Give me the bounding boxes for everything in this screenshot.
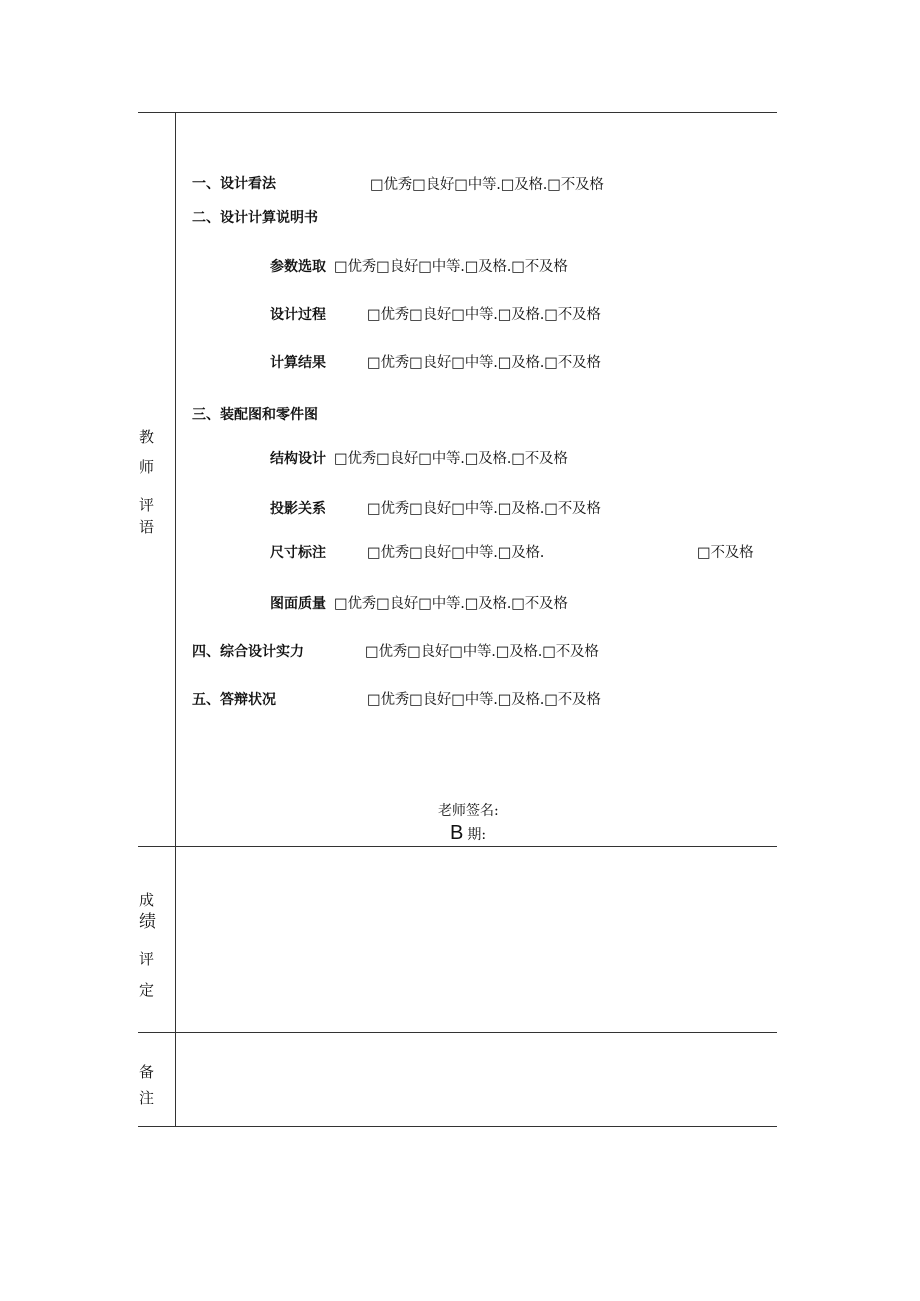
side-char: 评 [139, 950, 155, 968]
item-param-label: 参数选取 [270, 259, 326, 275]
table-bottom-border [138, 1126, 777, 1127]
table-top-border [138, 112, 777, 113]
side-char: 语 [139, 518, 155, 536]
item-quality-options: □优秀□良好□中等.□及格.□不及格 [334, 596, 568, 612]
item-result-options: □优秀□良好□中等.□及格.□不及格 [367, 355, 601, 371]
side-char: 绩 [139, 912, 156, 932]
side-char: 注 [139, 1089, 155, 1107]
side-char: 评 [139, 496, 155, 514]
section-4-options: □优秀□良好□中等.□及格.□不及格 [365, 644, 599, 660]
column-divider [175, 112, 176, 1126]
side-char: 成 [139, 891, 155, 909]
section-2-label: 二、设计计算说明书 [192, 210, 318, 226]
row-divider-1 [138, 846, 777, 847]
section-1-options: □优秀□良好□中等.□及格.□不及格 [370, 177, 604, 193]
item-param-options: □优秀□良好□中等.□及格.□不及格 [334, 259, 568, 275]
section-4-label: 四、综合设计实力 [192, 644, 304, 660]
side-char: 定 [139, 981, 155, 999]
section-1-label: 一、设计看法 [192, 176, 276, 192]
teacher-signature-label: 老师签名: [438, 803, 499, 819]
section-5-label: 五、答辩状况 [192, 692, 276, 708]
section-3-label: 三、装配图和零件图 [192, 407, 318, 423]
item-structure-options: □优秀□良好□中等.□及格.□不及格 [334, 451, 568, 467]
side-char: 教 [139, 428, 155, 446]
item-structure-label: 结构设计 [270, 451, 326, 467]
date-label: 期: [467, 827, 487, 843]
row-divider-2 [138, 1032, 777, 1033]
item-dimension-options: □优秀□良好□中等.□及格. [367, 545, 545, 561]
item-projection-label: 投影关系 [270, 501, 326, 517]
side-char: 师 [139, 458, 155, 476]
item-result-label: 计算结果 [270, 355, 326, 371]
item-process-label: 设计过程 [270, 307, 326, 323]
section-5-options: □优秀□良好□中等.□及格.□不及格 [367, 692, 601, 708]
item-process-options: □优秀□良好□中等.□及格.□不及格 [367, 307, 601, 323]
side-char: 备 [139, 1063, 155, 1081]
date-line [450, 822, 486, 845]
item-dimension-options-tail: □不及格 [697, 545, 754, 561]
item-quality-label: 图面质量 [270, 596, 326, 612]
item-dimension-label: 尺寸标注 [270, 545, 326, 561]
date-prefix: B [450, 822, 464, 844]
item-projection-options: □优秀□良好□中等.□及格.□不及格 [367, 501, 601, 517]
